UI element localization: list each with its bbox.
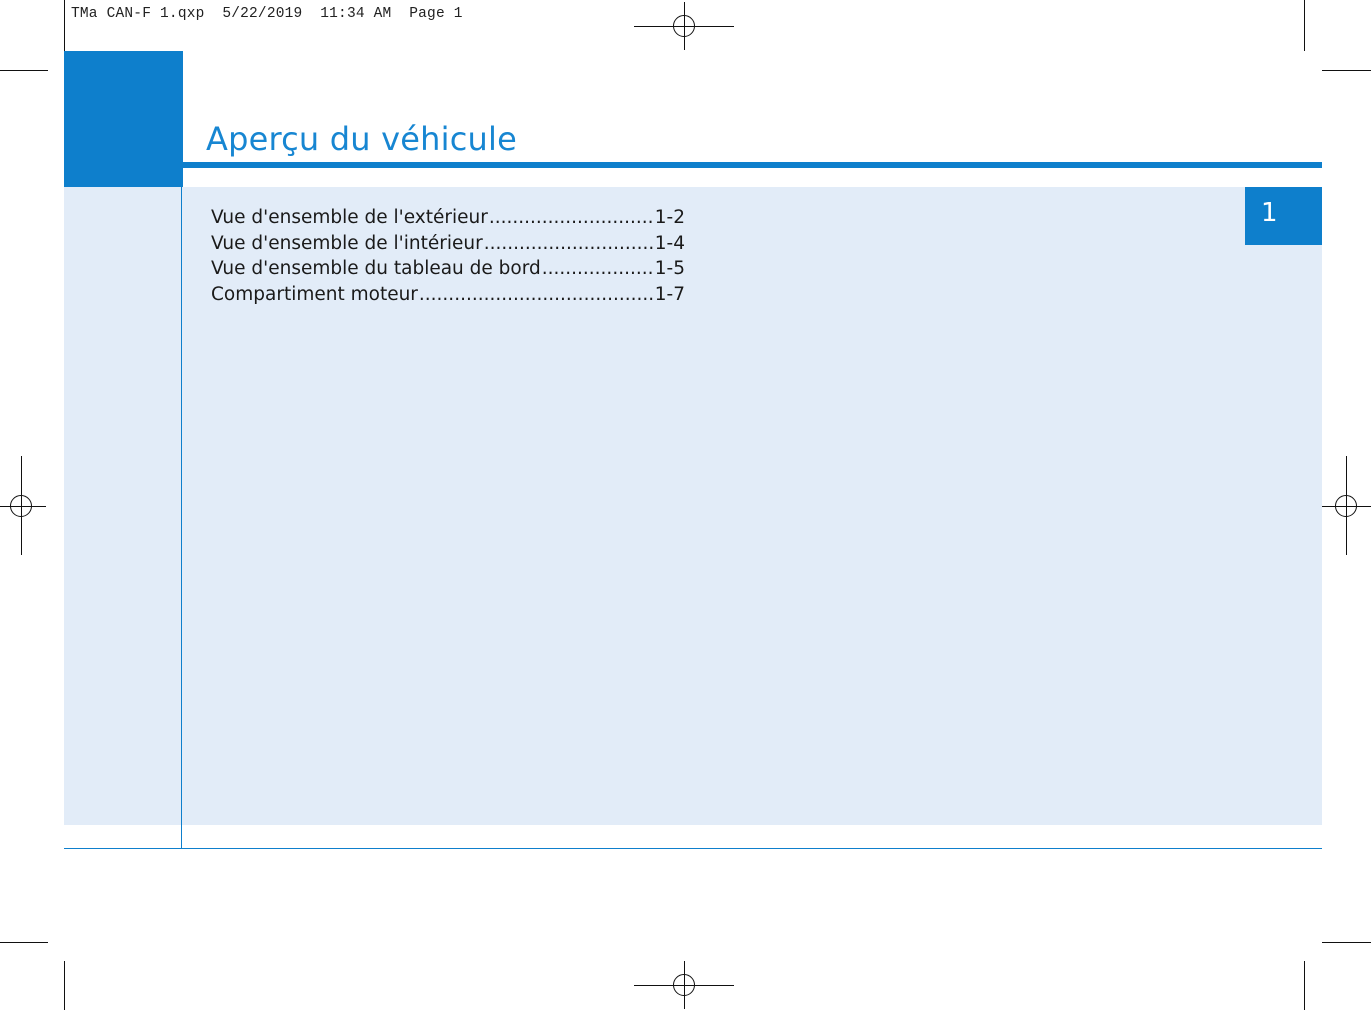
crop-mark [0, 942, 48, 943]
crop-mark [1322, 942, 1371, 943]
bottom-rule [64, 848, 1322, 849]
chapter-number: 1 [1261, 198, 1278, 228]
toc-entry-page: 1-4 [654, 232, 685, 254]
toc-entry-page: 1-2 [654, 207, 685, 228]
corner-color-block [64, 51, 183, 187]
toc-entry-interior[interactable] [211, 233, 685, 259]
dot-leader [542, 258, 654, 279]
toc-entry-page: 1-5 [654, 258, 685, 280]
toc-entry-label: Vue d'ensemble de l'extérieur [211, 207, 488, 228]
toc-entry-label: Vue d'ensemble de l'intérieur [211, 232, 483, 254]
toc-entry-instrument-panel[interactable] [211, 258, 685, 284]
dot-leader [489, 207, 654, 228]
vertical-rule [181, 187, 182, 849]
crop-mark [1304, 0, 1305, 51]
crop-mark [64, 961, 65, 1010]
crop-mark [1322, 70, 1371, 71]
crop-mark [64, 0, 65, 51]
dot-leader [484, 233, 654, 254]
toc-entry-label: Vue d'ensemble du tableau de bord [211, 258, 541, 280]
printer-slug: TMa CAN-F 1.qxp 5/22/2019 11:34 AM Page 1 [71, 6, 463, 22]
page-title: Aperçu du véhicule [206, 120, 518, 158]
crop-mark [0, 70, 48, 71]
title-underline [183, 162, 1322, 168]
table-of-contents [211, 207, 685, 310]
chapter-tab [1245, 187, 1322, 245]
toc-entry-label: Compartiment moteur [211, 284, 418, 306]
toc-entry-exterior[interactable] [211, 207, 685, 233]
toc-entry-page: 1-7 [654, 284, 685, 306]
toc-entry-engine-compartment[interactable] [211, 284, 685, 310]
crop-mark [1304, 961, 1305, 1010]
dot-leader [419, 284, 654, 305]
